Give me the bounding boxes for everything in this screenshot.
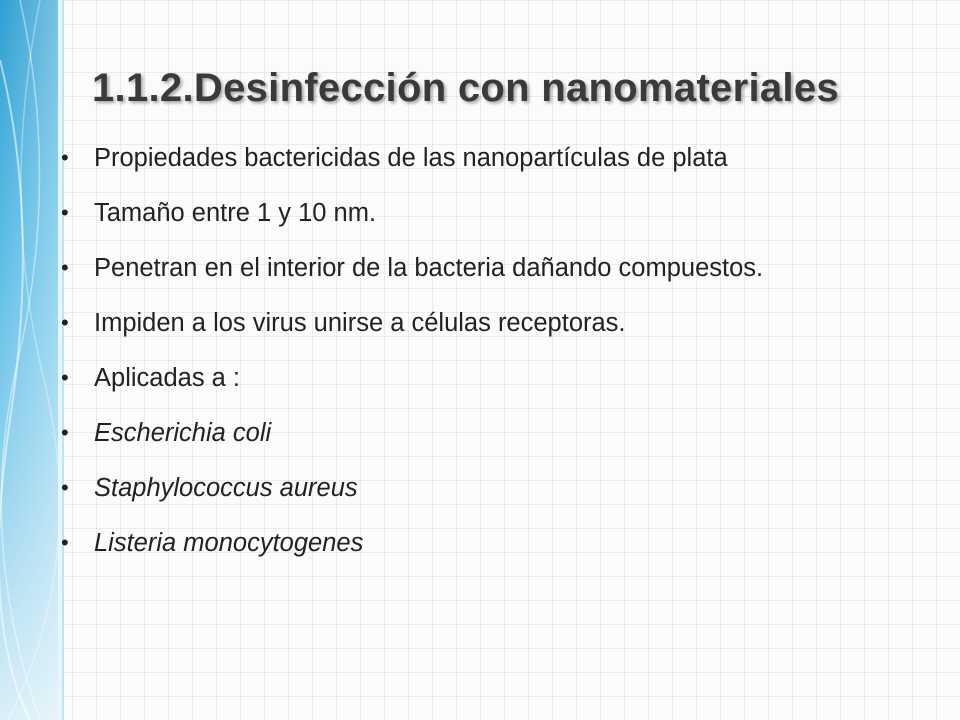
bullet-icon: • — [61, 530, 69, 555]
list-item — [60, 360, 840, 396]
bullet-icon: • — [61, 420, 69, 445]
bullet-text: Penetran en el interior de la bacteria dañando compuestos. — [94, 254, 764, 282]
bullet-text: Aplicadas a : — [94, 364, 241, 392]
bullet-icon: • — [61, 475, 69, 500]
list-item — [60, 140, 840, 177]
list-item — [60, 470, 840, 506]
bullet-icon: • — [61, 145, 69, 170]
list-item — [60, 525, 840, 561]
bullet-icon: • — [61, 255, 69, 280]
bullet-list — [60, 140, 840, 580]
list-item — [60, 305, 840, 341]
list-item — [60, 195, 840, 231]
bullet-text: Staphylococcus aureus — [94, 474, 358, 502]
bullet-icon: • — [61, 200, 69, 225]
bullet-text: Listeria monocytogenes — [94, 529, 364, 557]
bullet-text: Impiden a los virus unirse a células receptoras. — [94, 309, 626, 337]
slide-title: 1.1.2.Desinfección con nanomateriales — [92, 66, 839, 110]
bullet-text: Propiedades bactericidas de las nanopartículas de plata — [94, 144, 728, 172]
bullet-text: Escherichia coli — [94, 419, 272, 447]
list-item — [60, 415, 840, 451]
bullet-text: Tamaño entre 1 y 10 nm. — [94, 199, 377, 227]
bullet-icon: • — [61, 365, 69, 390]
bullet-icon: • — [61, 310, 69, 335]
list-item — [60, 250, 840, 287]
